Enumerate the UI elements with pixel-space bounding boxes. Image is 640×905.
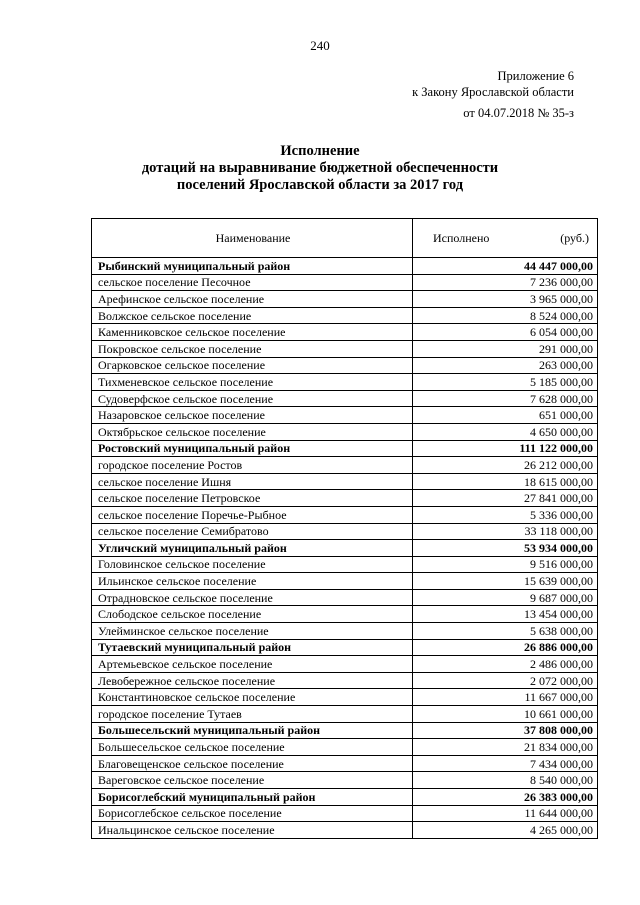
row-value-cell: 11 644 000,00 <box>413 805 598 822</box>
row-value-cell: 7 236 000,00 <box>413 274 598 291</box>
row-name-cell: Каменниковское сельское поселение <box>92 324 413 341</box>
row-name-cell: Вареговское сельское поселение <box>92 772 413 789</box>
settlement-row <box>92 506 598 523</box>
settlement-row <box>92 490 598 507</box>
row-value-cell: 5 336 000,00 <box>413 506 598 523</box>
row-value-cell: 9 687 000,00 <box>413 589 598 606</box>
row-value-cell: 26 212 000,00 <box>413 457 598 474</box>
row-value-cell: 9 516 000,00 <box>413 556 598 573</box>
row-value-cell: 263 000,00 <box>413 357 598 374</box>
appendix-label: Приложение 6 <box>497 69 574 83</box>
settlement-row <box>92 589 598 606</box>
row-value-cell: 33 118 000,00 <box>413 523 598 540</box>
row-name-cell: Борисоглебский муниципальный район <box>92 789 413 806</box>
settlement-row <box>92 573 598 590</box>
row-value-cell: 13 454 000,00 <box>413 606 598 623</box>
row-value-cell: 15 639 000,00 <box>413 573 598 590</box>
row-name-cell: Большесельский муниципальный район <box>92 722 413 739</box>
row-name-cell: Угличский муниципальный район <box>92 540 413 557</box>
row-name-cell: Рыбинский муниципальный район <box>92 258 413 275</box>
row-name-cell: сельское поселение Семибратово <box>92 523 413 540</box>
row-value-cell: 5 185 000,00 <box>413 374 598 391</box>
row-value-cell: 44 447 000,00 <box>413 258 598 275</box>
row-name-cell: Константиновское сельское поселение <box>92 689 413 706</box>
row-name-cell: Ильинское сельское поселение <box>92 573 413 590</box>
row-value-cell: 111 122 000,00 <box>413 440 598 457</box>
row-name-cell: Улейминское сельское поселение <box>92 623 413 640</box>
district-row <box>92 440 598 457</box>
row-value-cell: 291 000,00 <box>413 340 598 357</box>
row-value-cell: 8 524 000,00 <box>413 307 598 324</box>
row-value-cell: 3 965 000,00 <box>413 291 598 308</box>
settlement-row <box>92 739 598 756</box>
row-value-cell: 26 383 000,00 <box>413 789 598 806</box>
row-name-cell: Арефинское сельское поселение <box>92 291 413 308</box>
row-name-cell: Огарковское сельское поселение <box>92 357 413 374</box>
appendix-law-date: от 04.07.2018 № 35-з <box>463 106 574 120</box>
subsidy-table <box>91 218 598 839</box>
row-value-cell: 37 808 000,00 <box>413 722 598 739</box>
row-name-cell: сельское поселение Поречье-Рыбное <box>92 506 413 523</box>
row-name-cell: городское поселение Ростов <box>92 457 413 474</box>
district-row <box>92 540 598 557</box>
row-name-cell: Ростовский муниципальный район <box>92 440 413 457</box>
row-name-cell: сельское поселение Петровское <box>92 490 413 507</box>
row-name-cell: Благовещенское сельское поселение <box>92 755 413 772</box>
row-name-cell: Назаровское сельское поселение <box>92 407 413 424</box>
row-value-cell: 53 934 000,00 <box>413 540 598 557</box>
row-value-cell: 21 834 000,00 <box>413 739 598 756</box>
settlement-row <box>92 672 598 689</box>
district-row <box>92 639 598 656</box>
row-name-cell: Инальцинское сельское поселение <box>92 822 413 839</box>
row-value-cell: 7 434 000,00 <box>413 755 598 772</box>
settlement-row <box>92 307 598 324</box>
row-value-cell: 11 667 000,00 <box>413 689 598 706</box>
row-value-cell: 4 265 000,00 <box>413 822 598 839</box>
row-value-cell: 26 886 000,00 <box>413 639 598 656</box>
row-name-cell: Судоверфское сельское поселение <box>92 390 413 407</box>
header-value-label: Исполнено <box>433 231 490 245</box>
table-header-row <box>92 219 598 258</box>
row-value-cell: 10 661 000,00 <box>413 706 598 723</box>
settlement-row <box>92 274 598 291</box>
row-name-cell: Артемьевское сельское поселение <box>92 656 413 673</box>
district-row <box>92 789 598 806</box>
settlement-row <box>92 374 598 391</box>
settlement-row <box>92 556 598 573</box>
document-title <box>0 143 640 194</box>
settlement-row <box>92 457 598 474</box>
header-name-cell: Наименование <box>92 219 413 258</box>
row-value-cell: 2 072 000,00 <box>413 672 598 689</box>
settlement-row <box>92 805 598 822</box>
settlement-row <box>92 291 598 308</box>
row-name-cell: Слободское сельское поселение <box>92 606 413 623</box>
settlement-row <box>92 423 598 440</box>
settlement-row <box>92 606 598 623</box>
header-value-cell <box>413 219 598 258</box>
row-name-cell: Волжское сельское поселение <box>92 307 413 324</box>
row-name-cell: Головинское сельское поселение <box>92 556 413 573</box>
row-name-cell: Большесельское сельское поселение <box>92 739 413 756</box>
row-value-cell: 651 000,00 <box>413 407 598 424</box>
row-value-cell: 4 650 000,00 <box>413 423 598 440</box>
title-line-2: дотаций на выравнивание бюджетной обеспеченности <box>141 160 499 176</box>
row-value-cell: 18 615 000,00 <box>413 473 598 490</box>
settlement-row <box>92 523 598 540</box>
settlement-row <box>92 324 598 341</box>
settlement-row <box>92 755 598 772</box>
settlement-row <box>92 656 598 673</box>
row-name-cell: Левобережное сельское поселение <box>92 672 413 689</box>
settlement-row <box>92 473 598 490</box>
settlement-row <box>92 340 598 357</box>
settlement-row <box>92 390 598 407</box>
row-name-cell: Борисоглебское сельское поселение <box>92 805 413 822</box>
district-row <box>92 722 598 739</box>
settlement-row <box>92 623 598 640</box>
title-line-3: поселений Ярославской области за 2017 год <box>176 177 464 193</box>
row-name-cell: сельское поселение Песочное <box>92 274 413 291</box>
settlement-row <box>92 407 598 424</box>
row-value-cell: 7 628 000,00 <box>413 390 598 407</box>
settlement-row <box>92 689 598 706</box>
settlement-row <box>92 772 598 789</box>
settlement-row <box>92 822 598 839</box>
row-name-cell: Тихменевское сельское поселение <box>92 374 413 391</box>
row-value-cell: 27 841 000,00 <box>413 490 598 507</box>
row-value-cell: 6 054 000,00 <box>413 324 598 341</box>
appendix-law-reference: к Закону Ярославской области <box>412 85 574 99</box>
row-name-cell: Отрадновское сельское поселение <box>92 589 413 606</box>
row-name-cell: Октябрьское сельское поселение <box>92 423 413 440</box>
row-name-cell: Покровское сельское поселение <box>92 340 413 357</box>
title-line-1: Исполнение <box>280 143 360 159</box>
row-value-cell: 8 540 000,00 <box>413 772 598 789</box>
header-unit-label: (руб.) <box>560 231 589 245</box>
page-number: 240 <box>310 38 330 53</box>
row-name-cell: городское поселение Тутаев <box>92 706 413 723</box>
district-row <box>92 258 598 275</box>
settlement-row <box>92 706 598 723</box>
row-name-cell: Тутаевский муниципальный район <box>92 639 413 656</box>
row-value-cell: 2 486 000,00 <box>413 656 598 673</box>
row-value-cell: 5 638 000,00 <box>413 623 598 640</box>
settlement-row <box>92 357 598 374</box>
row-name-cell: сельское поселение Ишня <box>92 473 413 490</box>
